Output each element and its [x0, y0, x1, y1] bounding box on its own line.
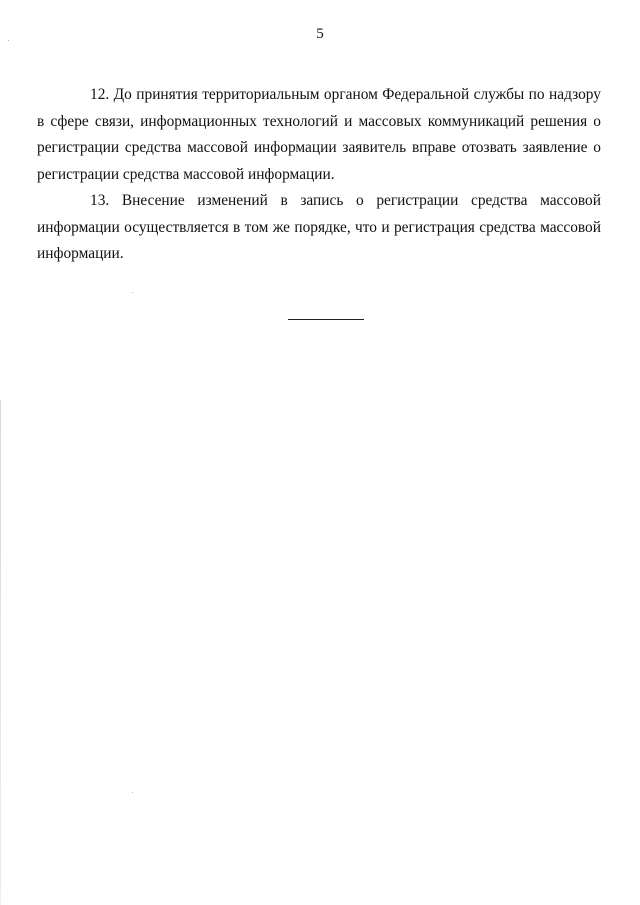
page-number: 5 — [316, 26, 324, 42]
scan-speck — [132, 792, 133, 793]
end-of-text-rule — [288, 319, 364, 320]
scan-left-edge — [0, 400, 1, 905]
paragraph-12: 12. До принятия территориальным органом Федеральной службы по надзору в сфере связи, информационных технологий и массовых коммуникаций решения о регистрации средства массовой информации заявитель вправе отозвать заявление о регистрации средства массовой информации. — [37, 86, 601, 183]
document-body — [37, 82, 601, 268]
paragraph-13: 13. Внесение изменений в запись о регистрации средства массовой информации осуществляется в том же порядке, что и регистрация средства массовой информации. — [37, 192, 601, 262]
scan-speck — [132, 292, 133, 293]
scan-speck — [8, 40, 9, 41]
